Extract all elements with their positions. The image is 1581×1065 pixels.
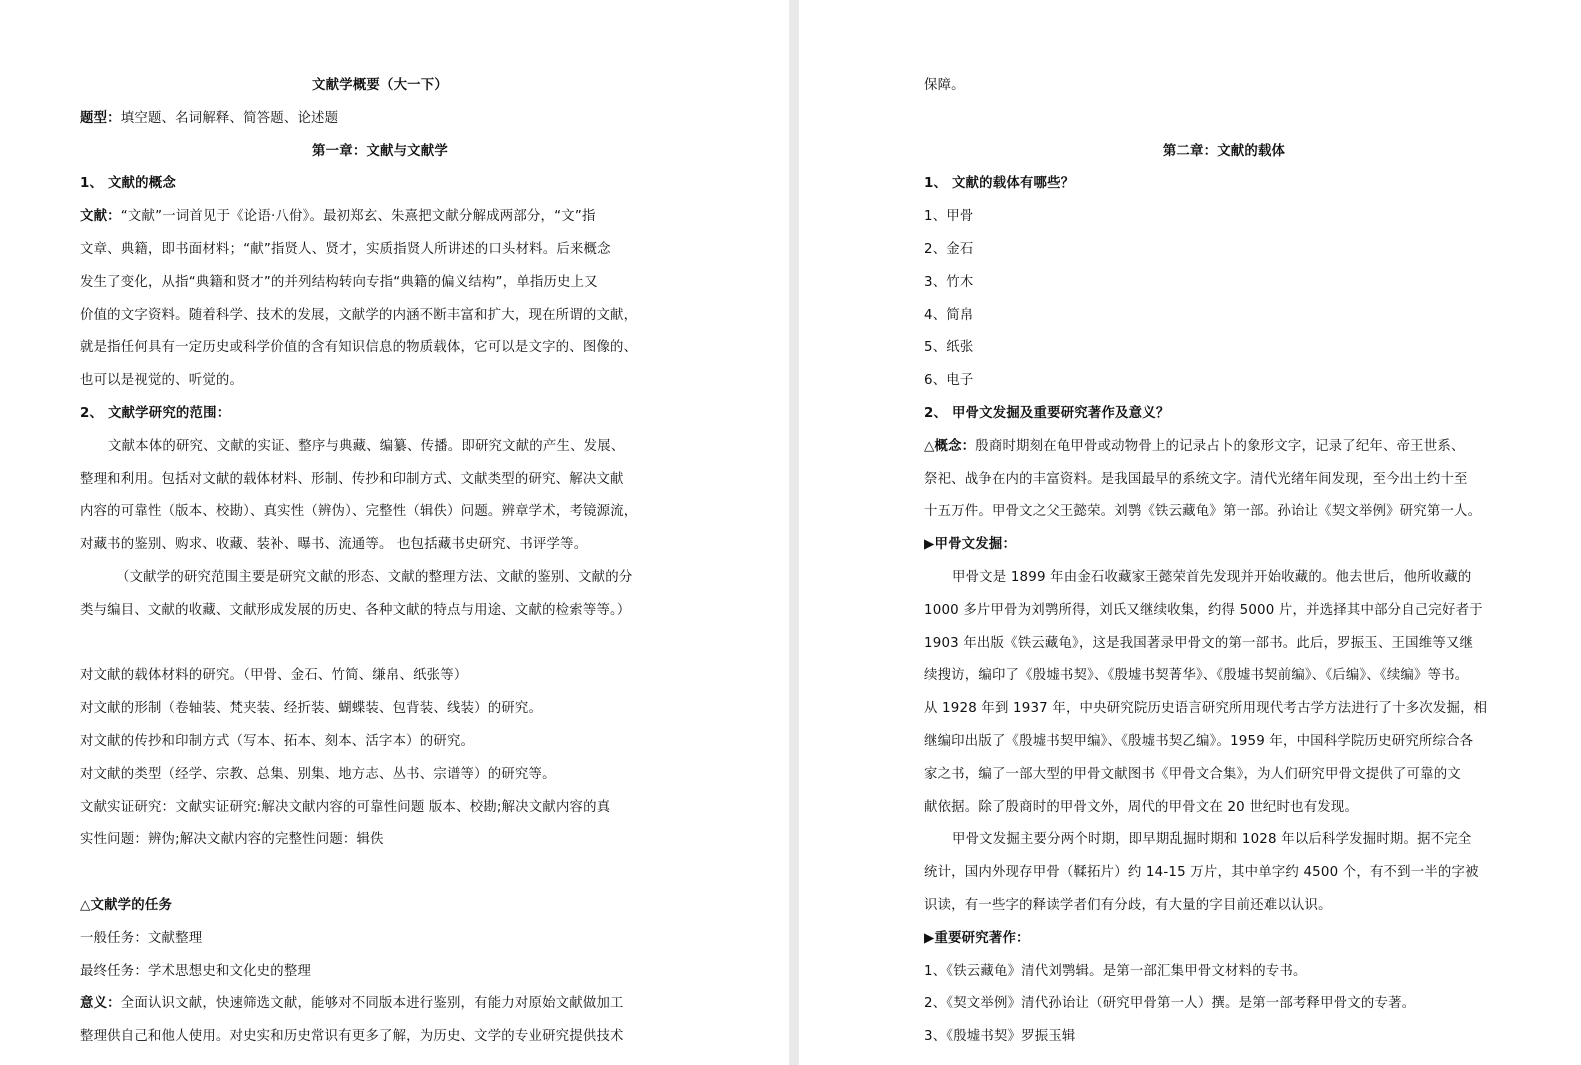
work-list-item: 3、《殷墟书契》罗振玉辑 (924, 1029, 1076, 1045)
excavation-heading: ▶甲骨文发掘： (924, 537, 1017, 553)
chapter-2-heading: 第二章：文献的载体 (1162, 143, 1286, 159)
continuation-text: 保障。 (924, 78, 965, 93)
question-1-heading: 1、 文献的载体有哪些？ (924, 176, 1075, 192)
paragraph-line: 献依据。除了殷商时的甲骨文外，周代的甲骨文在 20 世纪时也有发现。 (924, 799, 1359, 815)
paragraph-line: 从 1928 年到 1937 年，中央研究院历史语言研究所用现代考古学方法进行了十多次发掘，相 (924, 701, 1488, 717)
paragraph-line: 甲骨文发掘主要分两个时期，即早期乱掘时期和 1028 年以后科学发掘时期。据不完全 (952, 832, 1472, 848)
work-list-item: 2、《契文举例》清代孙诒让（研究甲骨第一人）撰。是第一部考释甲骨文的专著。 (924, 996, 1416, 1012)
definition-label: 文献： (80, 209, 121, 225)
work-list-item: 1、《铁云藏龟》清代刘鹗辑。是第一部汇集甲骨文材料的专书。 (924, 963, 1307, 979)
paragraph-line: 发生了变化，从指“典籍和贤才”的并列结构转向专指“典籍的偏义结构”，单指历史上又 (80, 274, 598, 290)
paragraph-line: 家之书，编了一部大型的甲骨文献图书《甲骨文合集》，为人们研究甲骨文提供了可靠的文 (924, 766, 1461, 782)
paragraph-line: 对藏书的鉴别、购求、收藏、装补、曝书、流通等。 也包括藏书史研究、书评学等。 (80, 537, 588, 553)
meaning-text: 全面认识文献，快速筛选文献，能够对不同版本进行鉴别，有能力对原始文献做加工 (120, 996, 624, 1012)
question-types-label: 题型： (80, 110, 121, 126)
definition-line (80, 201, 680, 234)
list-item: 文献实证研究：文献实证研究:解决文献内容的可靠性问题 版本、校勘;解决文献内容的真 (80, 799, 611, 815)
paragraph-line: 识读，有一些字的释读学者们有分歧，有大量的字目前还难以认识。 (924, 897, 1332, 913)
section-1-heading: 1、 文献的概念 (80, 176, 176, 192)
paragraph-line: 内容的可靠性（版本、校勘）、真实性（辨伪）、完整性（辑佚）问题。辨章学术，考镜源流， (80, 504, 638, 520)
paragraph-line: 就是指任何具有一定历史或科学价值的含有知识信息的物质载体，它可以是文字的、图像的、 (80, 340, 638, 356)
paragraph-line: 统计，国内外现存甲骨（鞣拓片）约 14-15 万片，其中单字约 4500 个，有不到一半的字被 (924, 865, 1479, 881)
paragraph-line: 类与编目、文献的收藏、文献形成发展的历史、各种文献的特点与用途、文献的检索等等。） (80, 602, 631, 618)
paragraph-line: 1903 年出版《铁云藏龟》，这是我国著录甲骨文的第一部书。此后，罗振玉、王国维等又继 (924, 635, 1474, 651)
question-types-line (80, 103, 680, 136)
meaning-line (80, 988, 680, 1021)
task-heading: △文献学的任务 (80, 897, 173, 913)
paragraph-line: 甲骨文是 1899 年由金石收藏家王懿荣首先发现并开始收藏的。他去世后，他所收藏的 (952, 569, 1472, 585)
list-item: 对文献的形制（卷轴装、梵夹装、经折装、蝴蝶装、包背装、线装）的研究。 (80, 701, 543, 717)
list-item: 对文献的类型（经学、宗教、总集、别集、地方志、丛书、宗谱等）的研究等。 (80, 766, 556, 782)
question-2-heading: 2、 甲骨文发掘及重要研究著作及意义？ (924, 405, 1170, 421)
blank-line (80, 628, 680, 661)
paragraph-line: 文章、典籍，即书面材料；“献”指贤人、贤才，实质指贤人所讲述的口头材料。后来概念 (80, 241, 611, 257)
carrier-list-item: 1、甲骨 (924, 209, 974, 225)
concept-label: △概念： (924, 438, 976, 454)
list-item: 对文献的载体材料的研究。（甲骨、金石、竹简、缣帛、纸张等） (80, 668, 468, 684)
paragraph-line: 也可以是视觉的、听觉的。 (80, 373, 244, 389)
blank-line (924, 103, 1524, 136)
definition-text: “文献”一词首见于《论语·八佾》。最初郑玄、朱熹把文献分解成两部分，“文”指 (120, 209, 596, 225)
blank-line (80, 857, 680, 890)
chapter-1-heading: 第一章：文献与文献学 (312, 143, 448, 159)
paragraph-line: 整理供自己和他人使用。对史实和历史常识有更多了解，为历史、文学的专业研究提供技术 (80, 1029, 624, 1045)
paragraph-line: 1000 多片甲骨为刘鹗所得，刘氏又继续收集，约得 5000 片，并选择其中部分自己完好者于 (924, 602, 1483, 618)
paragraph-line: 祭祀、战争在内的丰富资料。是我国最早的系统文字。清代光绪年间发现，至今出土约十至 (924, 471, 1468, 487)
carrier-list-item: 5、纸张 (924, 340, 974, 356)
paragraph-line: 十五万件。甲骨文之父王懿荣。刘鹗《铁云藏龟》第一部。孙诒让《契文举例》研究第一人。 (924, 504, 1482, 520)
paragraph-line: 价值的文字资料。随着科学、技术的发展，文献学的内涵不断丰富和扩大，现在所谓的文献， (80, 307, 638, 323)
carrier-list-item: 2、金石 (924, 241, 974, 257)
works-heading: ▶重要研究著作： (924, 930, 1030, 946)
carrier-list-item: 3、竹木 (924, 274, 974, 290)
concept-text: 殷商时期刻在龟甲骨或动物骨上的记录占卜的象形文字，记录了纪年、帝王世系、 (975, 438, 1465, 454)
paragraph-line: 整理和利用。包括对文献的载体材料、形制、传抄和印制方式、文献类型的研究、解决文献 (80, 471, 624, 487)
section-2-heading: 2、 文献学研究的范围： (80, 405, 231, 421)
concept-line (924, 431, 1524, 464)
meaning-label: 意义： (80, 996, 121, 1012)
left-page (0, 0, 789, 1065)
document-title: 文献学概要（大一下） (312, 78, 448, 93)
paragraph-line: 继编印出版了《殷墟书契甲编》、《殷墟书契乙编》。1959 年，中国科学院历史研究所综合各 (924, 733, 1474, 749)
right-page (799, 0, 1581, 1065)
list-item: 对文献的传抄和印制方式（写本、拓本、刻本、活字本）的研究。 (80, 733, 475, 749)
right-page-content (924, 70, 1524, 1054)
paragraph-line: （文献学的研究范围主要是研究文献的形态、文献的整理方法、文献的鉴别、文献的分 (116, 569, 633, 585)
paragraph-line: 续搜访，编印了《殷墟书契》、《殷墟书契菁华》、《殷墟书契前编》、《后编》、《续编》等书。 (924, 668, 1469, 684)
left-page-content (80, 70, 680, 1054)
paragraph-line: 文献本体的研究、文献的实证、整序与典藏、编纂、传播。即研究文献的产生、发展、 (108, 438, 625, 454)
question-types: 填空题、名词解释、简答题、论述题 (120, 110, 339, 126)
task-final: 最终任务：学术思想史和文化史的整理 (80, 963, 312, 979)
task-general: 一般任务：文献整理 (80, 930, 203, 946)
carrier-list-item: 4、简帛 (924, 307, 974, 323)
carrier-list-item: 6、电子 (924, 373, 974, 389)
list-item: 实性问题：辨伪;解决文献内容的完整性问题：辑佚 (80, 832, 384, 848)
